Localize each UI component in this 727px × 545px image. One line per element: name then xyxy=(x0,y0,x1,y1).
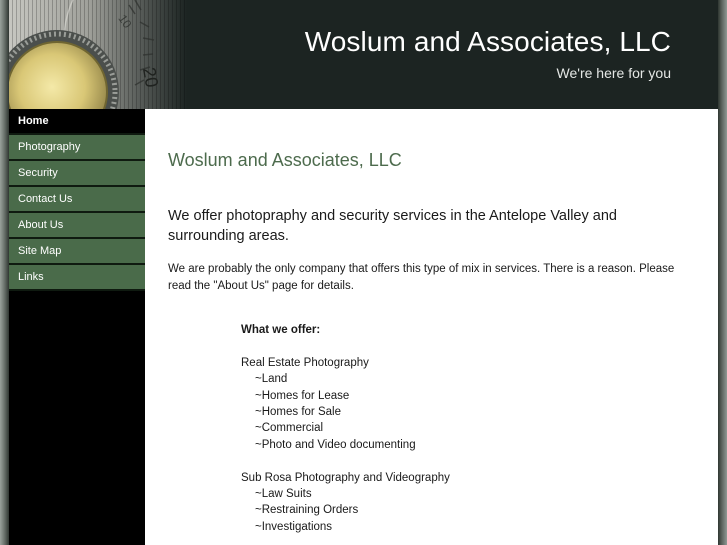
sidebar-nav xyxy=(9,109,145,545)
offer-item: ~Commercial xyxy=(255,422,324,435)
nav-item-home[interactable]: Home xyxy=(9,109,145,135)
nav-item-links[interactable]: Links xyxy=(9,265,145,291)
offer-item: ~Photo and Video documenting xyxy=(255,438,416,451)
offer-item: ~Investigations xyxy=(255,520,333,533)
offer-group-title: Sub Rosa Photography and Videography xyxy=(241,471,450,484)
offer-item: ~Homes for Sale xyxy=(255,406,341,419)
nav-item-about-us[interactable]: About Us xyxy=(9,213,145,239)
nav-item-contact-us[interactable]: Contact Us xyxy=(9,187,145,213)
offer-item: ~Homes for Lease xyxy=(255,389,350,402)
offer-list xyxy=(241,322,661,535)
dial-numeral-20: 20 xyxy=(138,65,163,89)
site-tagline: We're here for you xyxy=(556,65,671,81)
nav-item-photography[interactable]: Photography xyxy=(9,135,145,161)
site-header xyxy=(9,0,718,109)
combination-lock-dial-icon xyxy=(9,0,187,109)
offer-group-title: Real Estate Photography xyxy=(241,356,369,369)
offer-item: ~Law Suits xyxy=(255,488,312,501)
nav-item-site-map[interactable]: Site Map xyxy=(9,239,145,265)
dial-numeral-10: 10 xyxy=(115,11,135,31)
offer-title: What we offer: xyxy=(241,324,321,336)
page-heading: Woslum and Associates, LLC xyxy=(168,150,402,170)
intro-body: We are probably the only company that offers this type of mix in services. There is a reason. Please read the "About Us" page for details. xyxy=(168,263,675,292)
offer-item: ~Restraining Orders xyxy=(255,504,359,517)
site-title: Woslum and Associates, LLC xyxy=(304,26,671,57)
offer-spacer xyxy=(241,453,661,469)
main-content xyxy=(145,109,718,545)
offer-item: ~Land xyxy=(255,373,288,386)
nav-item-security[interactable]: Security xyxy=(9,161,145,187)
intro-lead: We offer photopraphy and security services in the Antelope Valley and surrounding areas. xyxy=(168,208,617,244)
